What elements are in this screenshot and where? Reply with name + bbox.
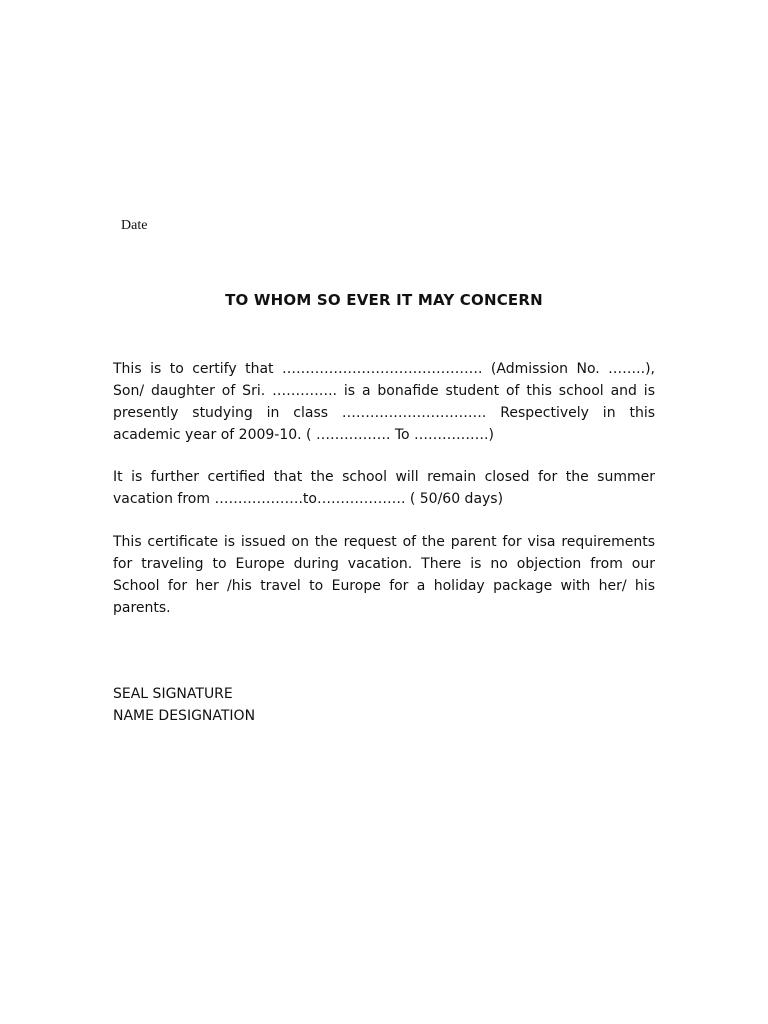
purpose-paragraph: This certificate is issued on the request of the parent for visa requirements for traveling to Europe during vacation. There is no objection from our School for her /his travel to Europe for a holiday package with her/ his parents. — [113, 534, 655, 616]
date-label: Date — [121, 218, 148, 233]
letter-heading: TO WHOM SO EVER IT MAY CONCERN — [225, 291, 543, 309]
seal-signature-line: SEAL SIGNATURE — [113, 686, 233, 702]
certification-paragraph: This is to certify that ……………………………………. (Admission No. ……..), Son/ daughter of Sri. ………….. is a bonafide student of this school and is presently studying in class …………………………. Respectively in this academic year of 2009-10. ( ……………. To …………….) — [113, 361, 655, 443]
signature-block — [113, 683, 255, 727]
name-designation-line: NAME DESIGNATION — [113, 708, 256, 724]
vacation-paragraph: It is further certified that the school will remain closed for the summer vacation from ……………….to………………. ( 50/60 days) — [113, 469, 655, 507]
